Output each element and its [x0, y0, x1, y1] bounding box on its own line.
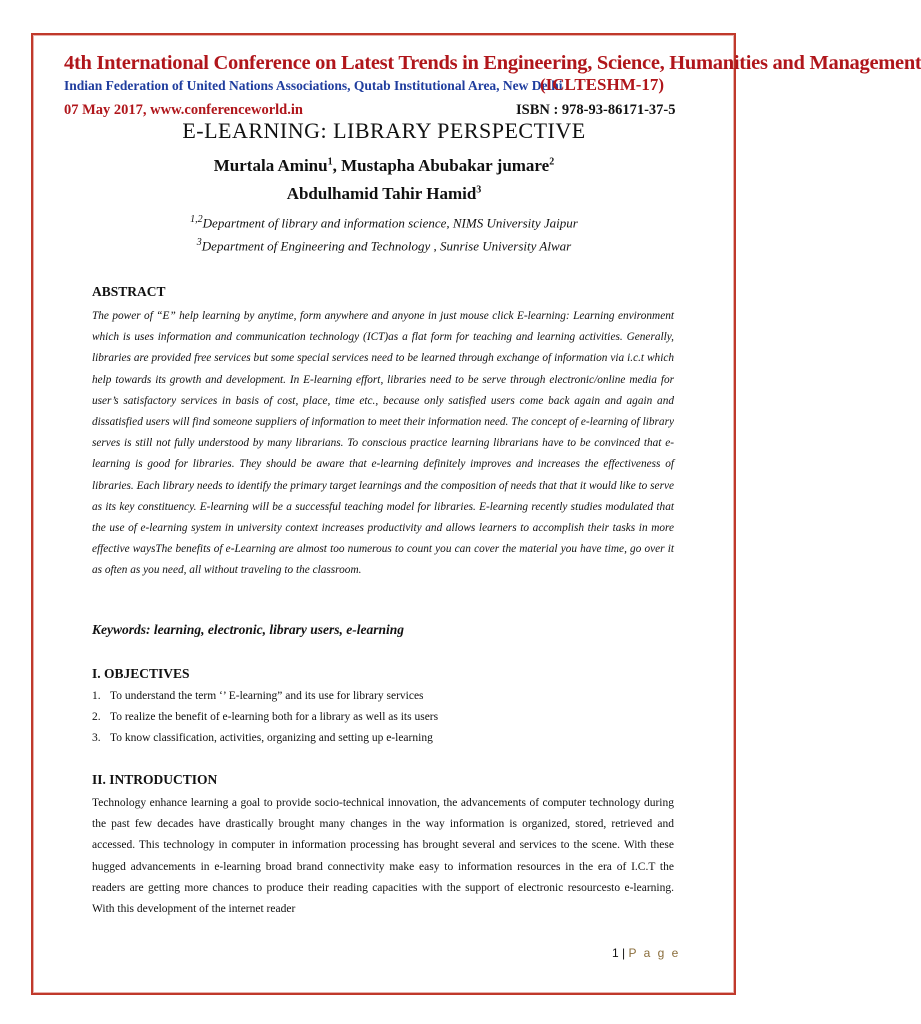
conference-code: (ICLTESHM-17) [540, 75, 665, 94]
list-item [92, 707, 672, 728]
affiliation-2 [0, 237, 768, 254]
affiliation-superscript: 1,2 [190, 214, 203, 225]
objectives-heading: I. OBJECTIVES [92, 666, 190, 681]
abstract-body: The power of “E” help learning by anytime, form anywhere and anyone in just mouse click E-learning: Learning environment which is uses information and communication technology (ICT)as a flat form for teaching and learning activities. Generally, libraries are provided free services but some special services need to be learned through exchange of information via i.c.t which help towards its growth and development. In E-learning effort, libraries need to be serve through electronic/online media for user’s satisfactory services in basis of cost, place, time etc., because only satisfied users come back again and again and dissatisfied users will find someone suppliers of information to meet their information need. The concept of e-learning of library serves is still not fully understood by many librarians. To conscious practice learning librarians have to be convinced that e-learning is good for libraries. They should be aware that e-learning definitely improves and increases the effectiveness of libraries. Each library needs to identify the primary target learnings and the composition of needs that that it would like to serve as its key constituency. E-learning will be a successful teaching model for libraries. E-learning recently studies modulated that the use of e-learning system in university context increases productivity and allows learners to accomplish their tasks in more effective waysThe benefits of e-Learning are almost too numerous to count you can cover the material you have time, go over it as often as you need, all without traveling to the classroom. [92, 310, 674, 577]
list-text: To realize the benefit of e-learning both for a library as well as its users [110, 711, 439, 723]
conference-date-website: 07 May 2017, www.conferenceworld.in [64, 102, 303, 118]
affiliation-1 [0, 214, 768, 231]
affiliation-text: Department of Engineering and Technology , Sunrise University Alwar [201, 238, 572, 254]
conference-isbn: ISBN : 978-93-86171-37-5 [516, 102, 676, 118]
page-separator: | [618, 946, 629, 960]
list-number: 3. [92, 732, 101, 744]
list-item [92, 686, 672, 707]
author-name: Murtala Aminu [213, 156, 328, 175]
objectives-list [92, 686, 672, 749]
list-number: 1. [92, 690, 101, 702]
introduction-body: Technology enhance learning a goal to provide socio-technical innovation, the advancements of computer technology during the past few decades have drastically brought many changes in the way information is organized, stored, retrieved and accessed. This technology in computer in information processing has brought several and services to the scene. With these hugged advancements in e-learning broad brand connectivity make easy to information resources in the era of I.C.T the readers are getting more chances to produce their reading capacities with the support of electronic resourcesto e-learning. With this development of the internet reader [92, 797, 674, 916]
author-superscript: 2 [549, 156, 555, 168]
list-text: To understand the term ‘’ E-learning” and its use for library services [110, 690, 424, 702]
list-text: To know classification, activities, organizing and setting up e-learning [110, 732, 433, 744]
keywords: Keywords: learning, electronic, library users, e-learning [92, 622, 405, 637]
author-superscript: 1 [327, 156, 333, 168]
abstract-heading: ABSTRACT [92, 284, 166, 299]
author-separator: , [332, 156, 342, 175]
page-number: 1 [612, 946, 619, 960]
introduction-heading: II. INTRODUCTION [92, 772, 218, 787]
author-line-2 [0, 184, 768, 204]
list-number: 2. [92, 711, 101, 723]
author-superscript: 3 [476, 184, 482, 196]
author-name: Abdulhamid Tahir Hamid [286, 184, 477, 203]
page-footer [612, 946, 680, 960]
author-name: Mustapha Abubakar jumare [341, 156, 550, 175]
conference-venue: Indian Federation of United Nations Associations, Qutab Institutional Area, New Delhi [64, 78, 563, 93]
conference-title: 4th International Conference on Latest Trends in Engineering, Science, Humanities and Management [64, 52, 921, 74]
author-line-1 [0, 156, 768, 176]
affiliation-superscript: 3 [196, 237, 202, 248]
affiliation-text: Department of library and information science, NIMS University Jaipur [202, 215, 578, 231]
list-item [92, 728, 672, 749]
page-word: P a g e [628, 946, 681, 960]
paper-title: E-LEARNING: LIBRARY PERSPECTIVE [182, 118, 586, 143]
